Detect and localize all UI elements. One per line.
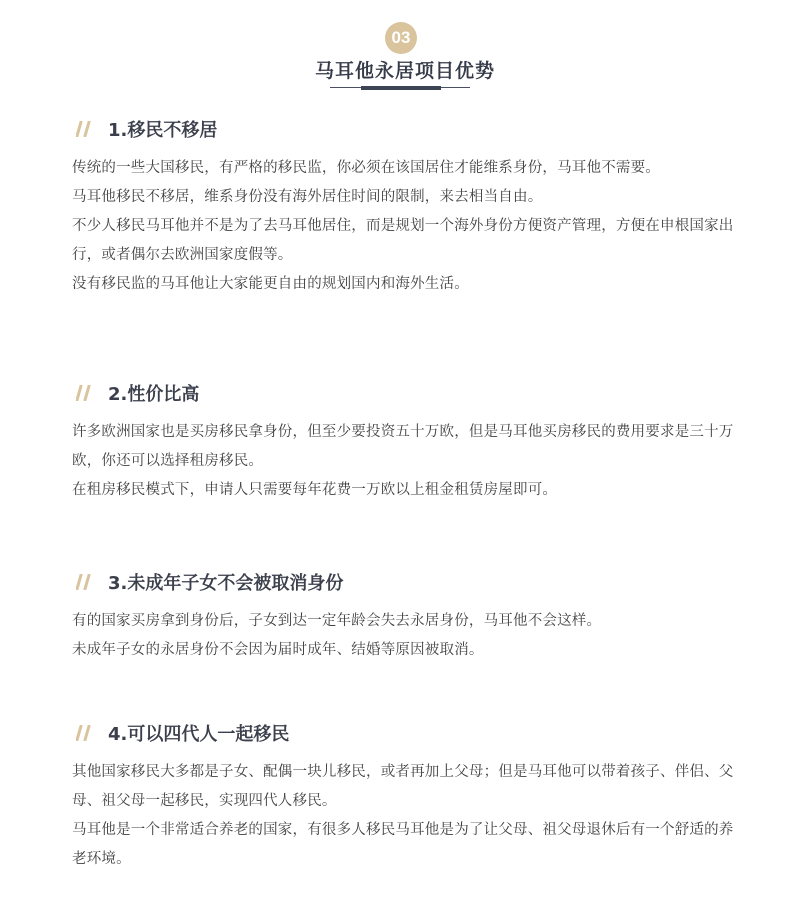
section-title: 3.未成年子女不会被取消身份 [108, 573, 344, 594]
paragraph: 马耳他是一个非常适合养老的国家，有很多人移民马耳他是为了让父母、祖父母退休后有一个舒适的养老环境。 [72, 822, 734, 867]
paragraph: 在租房移民模式下，申请人只需要每年花费一万欧以上租金租赁房屋即可。 [72, 482, 558, 498]
section-heading [72, 114, 742, 144]
section-heading [72, 718, 742, 748]
page-title: 马耳他永居项目优势 [314, 60, 495, 82]
paragraph: 许多欧洲国家也是买房移民拿身份，但至少要投资五十万欧，但是马耳他买房移民的费用要求是三十万欧，你还可以选择租房移民。 [72, 424, 734, 469]
section-2 [72, 378, 742, 505]
double-slash-icon [76, 725, 94, 741]
paragraph: 未成年子女的永居身份不会因为届时成年、结婚等原因被取消。 [72, 642, 484, 658]
section-heading [72, 378, 742, 408]
double-slash-icon [76, 121, 94, 137]
double-slash-icon [76, 574, 94, 590]
paragraph: 不少人移民马耳他并不是为了去马耳他居住，而是规划一个海外身份方便资产管理，方便在申根国家出行，或者偶尔去欧洲国家度假等。 [72, 218, 734, 263]
section-1 [72, 114, 742, 299]
paragraph: 没有移民监的马耳他让大家能更自由的规划国内和海外生活。 [72, 276, 469, 292]
section-header [0, 0, 810, 100]
section-title: 2.性价比高 [108, 384, 200, 405]
paragraph: 有的国家买房拿到身份后，子女到达一定年龄会失去永居身份，马耳他不会这样。 [72, 613, 602, 629]
double-slash-icon [76, 385, 94, 401]
section-title: 1.移民不移居 [108, 120, 218, 141]
paragraph: 传统的一些大国移民，有严格的移民监，你必须在该国居住才能维系身份，马耳他不需要。 [72, 160, 660, 176]
section-4 [72, 718, 742, 874]
paragraph: 其他国家移民大多都是子女、配偶一块儿移民，或者再加上父母；但是马耳他可以带着孩子、伴侣、父母、祖父母一起移民，实现四代人移民。 [72, 764, 734, 809]
title-underline-accent [361, 86, 441, 90]
paragraph: 马耳他移民不移居，维系身份没有海外居住时间的限制，来去相当自由。 [72, 189, 543, 205]
section-3 [72, 567, 742, 665]
section-title: 4.可以四代人一起移民 [108, 724, 290, 745]
section-heading [72, 567, 742, 597]
section-number-badge: 03 [385, 22, 417, 54]
